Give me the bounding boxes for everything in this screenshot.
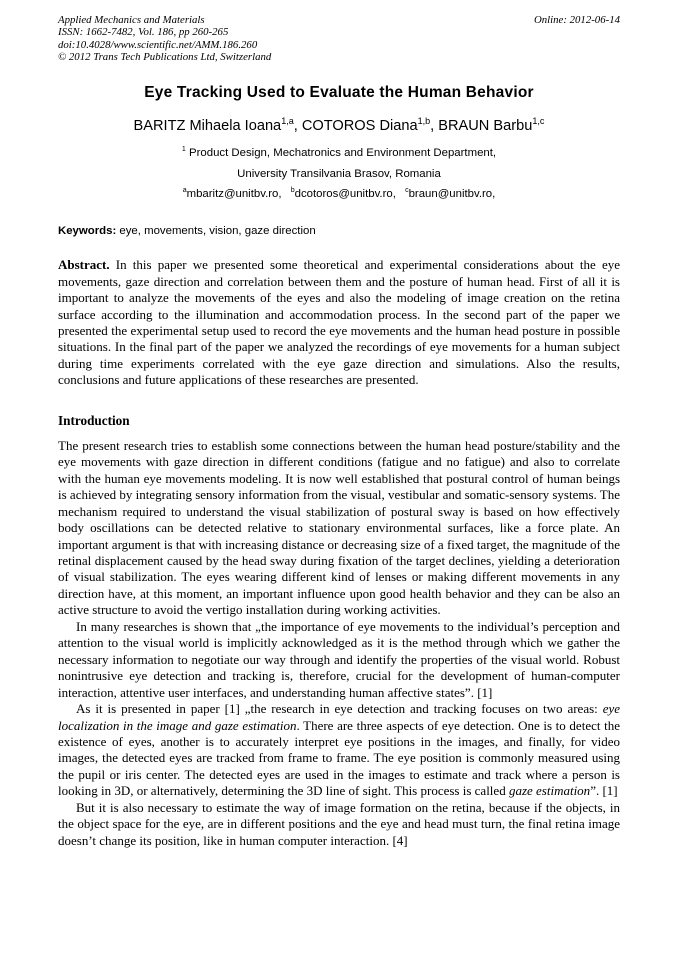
- abstract-label: Abstract.: [58, 257, 110, 273]
- email-address: [405, 188, 495, 200]
- introduction-paragraph-1: The present research tries to establish some connections between the human head posture/stability and the eye movements with gaze direction in different conditions (fatigue and no fatigue) and also to correlate with the human eye movements modeling. It is now well established that postural control of human beings is achieved by integrating sensory information from the visual, vestibular and somatic-sensory systems. The mechanism required to understand the visual stabilization of postural sway is based on how effectively body oscillations can be detected relative to stationary environmental surfaces, like a force plate. An important argument is that with increasing distance or decreasing size of a fixed target, the magnitude of the retinal displacement caused by the head sway during fixation of the target declines, yielding a deterioration of visual stabilization. The eyes wearing different kind of lenses or making different movements in any direction have, at this moment, an important influence upon good health behavior and they can be also an active structure to avoid the vertigo installation during working activities.: [58, 437, 620, 618]
- email-address: [291, 188, 396, 200]
- abstract-paragraph: [58, 257, 620, 389]
- introduction-paragraph-3: As it is presented in paper [1] „the research in eye detection and tracking focuses on two areas: eye localization in the image and gaze estimation. There are three aspects of eye detection. One is to detect the existence of eyes, another is to accurately interpret eye positions in the images, and finally, for video images, the detected eyes are tracked from frame to frame. The eye position is commonly measured using the pupil or iris center. The detected eyes are used in the images to estimate and track where a person is looking in 3D, or alternatively, determining the 3D line of sight. This process is called gaze estimation”. [1]: [58, 701, 620, 799]
- author-sup: 1,c: [532, 116, 545, 127]
- author-sup: 1,a: [281, 116, 294, 127]
- publication-meta: [58, 14, 271, 63]
- email-sup: a: [182, 187, 187, 195]
- journal-name: Applied Mechanics and Materials: [58, 14, 205, 26]
- author-sup: 1,b: [417, 116, 431, 127]
- email-text: dcotoros@unitbv.ro,: [294, 188, 396, 201]
- author-emails: [58, 188, 620, 200]
- email-sup: b: [290, 187, 295, 195]
- affiliation-department: Product Design, Mechatronics and Environment Department,: [185, 147, 497, 160]
- authors-line: [58, 118, 620, 134]
- introduction-paragraph-4: But it is also necessary to estimate the way of image formation on the retina, because if the objects, in the object space for the eye, are in different positions and the eye and head must turn, the final retina image doesn’t change its position, like in human computer interaction. [4]: [58, 799, 620, 848]
- online-date: Online: 2012-06-14: [533, 14, 620, 26]
- author-name: COTOROS Diana: [301, 118, 418, 135]
- email-text: braun@unitbv.ro,: [408, 188, 496, 201]
- affiliation-line-2: [58, 168, 620, 180]
- email-address: [183, 188, 282, 200]
- paper-title: Eye Tracking Used to Evaluate the Human Behavior: [144, 84, 534, 102]
- affiliation-university: University Transilvania Brasov, Romania: [237, 168, 441, 181]
- issn-volume-line: ISSN: 1662-7482, Vol. 186, pp 260-265: [58, 26, 229, 39]
- email-sup: c: [405, 187, 409, 195]
- copyright-line: © 2012 Trans Tech Publications Ltd, Switzerland: [58, 50, 272, 63]
- keywords-line: [58, 225, 620, 237]
- author-name: BARITZ Mihaela Ioana: [133, 118, 282, 135]
- doi-line: doi:10.4028/www.scientific.net/AMM.186.260: [58, 38, 258, 51]
- introduction-paragraph-2: In many researches is shown that „the importance of eye movements to the individual’s perception and attention to the visual world is implicitly acknowledged as it is the method through which we gather the necessary information to negotiate our way through and identify the properties of the visual world. Robust nonintrusive eye detection and tracking is, therefore, crucial for the development of human-computer interaction, attentive user interfaces, and understanding human affective states”. [1]: [58, 618, 620, 700]
- keywords-label: Keywords:: [58, 225, 117, 238]
- author-separator: ,: [430, 118, 439, 135]
- abstract-text: In this paper we presented some theoretical and experimental considerations about the eye movements, gaze direction and correlation between them and the posture of human head. First of all it is important to analyze the movements of the eyes and also the modeling of image creation on the retina surface according to the illumination and accommodation process. In the second part of the paper we presented the experimental setup used to record the eye movements and the human head posture in possible situations. In the final part of the paper we analyzed the recordings of eye movements for a human subject during time experiments correlated with the eye gaze direction and simulations. Also the results, conclusions and future applications of these researches are presented.: [58, 257, 620, 388]
- introduction-heading: Introduction: [58, 412, 130, 428]
- keywords-text: eye, movements, vision, gaze direction: [116, 225, 316, 238]
- affiliation-sup: 1: [181, 146, 186, 154]
- author-name: BRAUN Barbu: [438, 118, 533, 135]
- author-separator: ,: [293, 118, 302, 135]
- email-text: mbaritz@unitbv.ro,: [186, 188, 282, 201]
- affiliation-line-1: [58, 147, 620, 159]
- publication-header: [58, 14, 620, 63]
